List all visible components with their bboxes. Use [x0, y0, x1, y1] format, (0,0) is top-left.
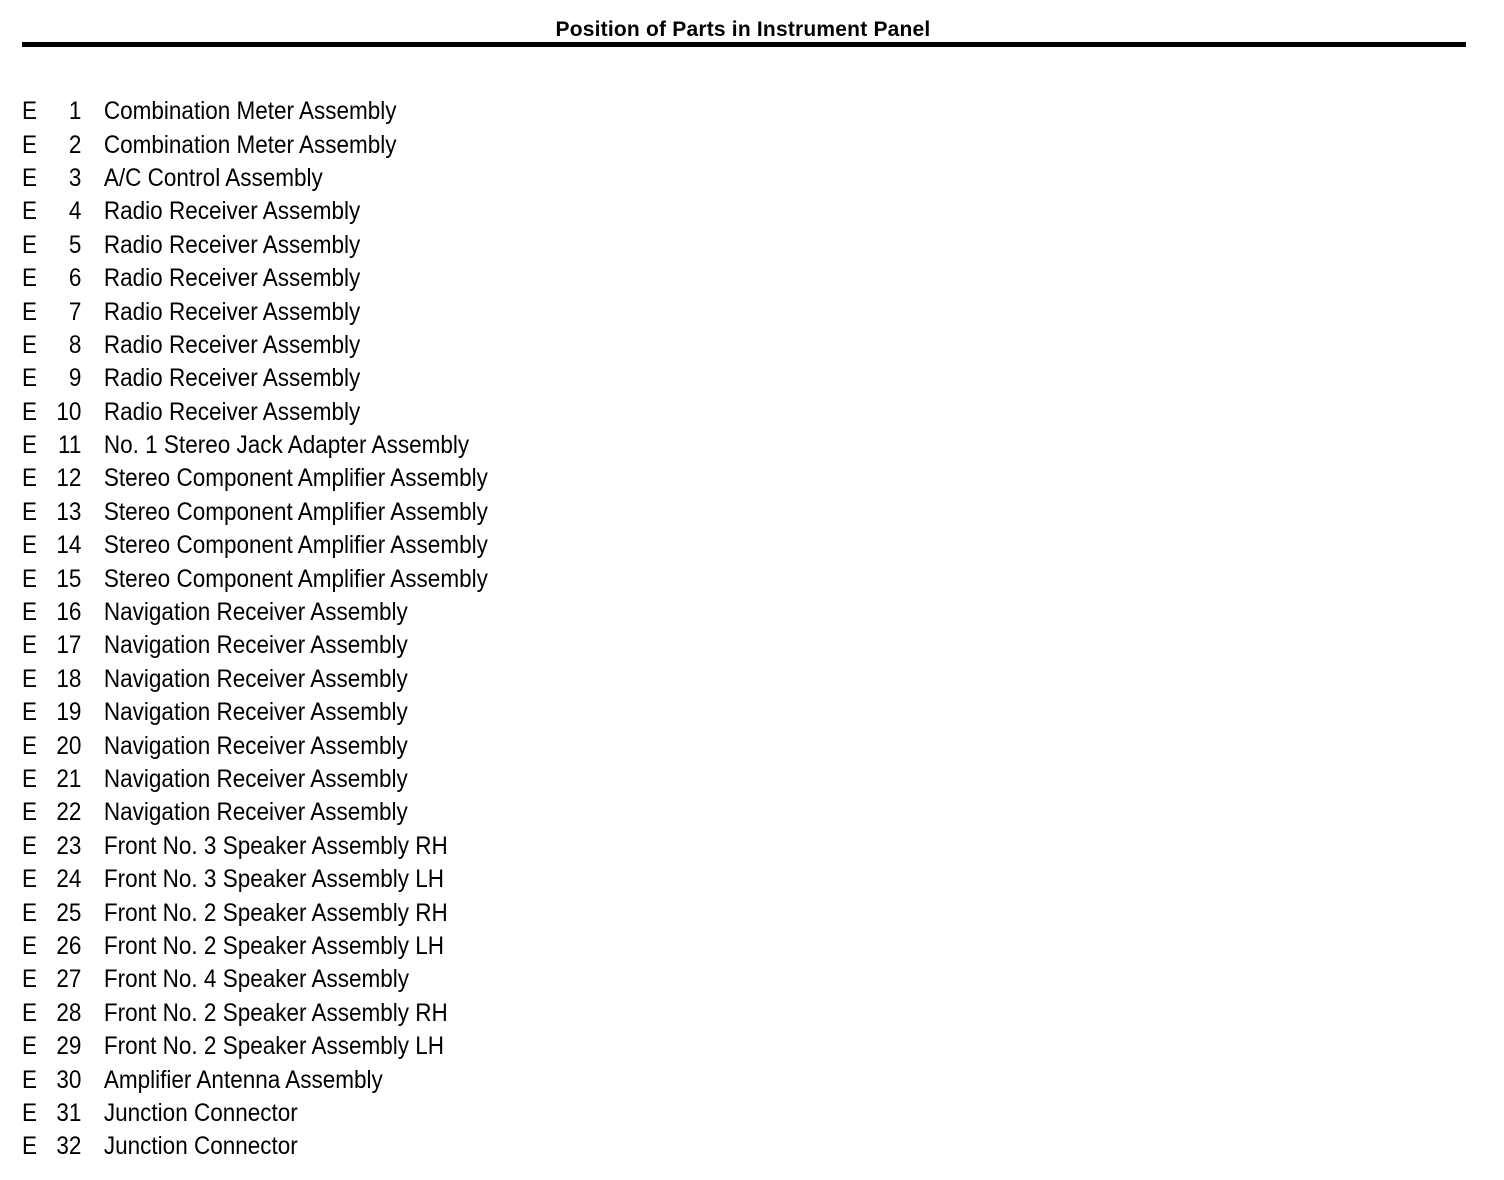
part-prefix: E	[22, 698, 38, 727]
part-number: 26	[56, 931, 82, 960]
parts-list	[22, 95, 540, 1164]
part-name: Front No. 3 Speaker Assembly RH	[103, 831, 448, 860]
part-row	[22, 763, 488, 796]
part-row	[22, 429, 488, 462]
part-prefix: E	[22, 163, 38, 192]
part-row	[22, 1030, 488, 1063]
part-prefix: E	[22, 130, 38, 159]
part-number: 23	[56, 831, 82, 860]
part-prefix: E	[22, 1065, 38, 1094]
part-number: 19	[56, 698, 82, 727]
part-row	[22, 396, 488, 429]
part-prefix: E	[22, 1132, 38, 1161]
part-prefix: E	[22, 765, 38, 793]
part-name: A/C Control Assembly	[103, 163, 323, 192]
part-name: Junction Connector	[103, 1132, 298, 1161]
part-row	[22, 1063, 488, 1096]
part-name: Navigation Receiver Assembly	[103, 798, 408, 827]
part-name: Front No. 2 Speaker Assembly RH	[103, 998, 448, 1027]
part-row	[22, 596, 488, 629]
part-row	[22, 696, 488, 729]
part-prefix: E	[22, 664, 38, 693]
part-number: 6	[68, 264, 82, 293]
part-prefix: E	[22, 965, 38, 994]
part-row	[22, 529, 488, 562]
page-title: Position of Parts in Instrument Panel	[555, 18, 931, 41]
part-number: 5	[68, 230, 82, 259]
part-number: 16	[56, 598, 82, 627]
part-name: Navigation Receiver Assembly	[103, 598, 408, 627]
part-name: Navigation Receiver Assembly	[103, 631, 408, 660]
part-name: Navigation Receiver Assembly	[103, 765, 408, 793]
part-name: Stereo Component Amplifier Assembly	[103, 497, 488, 526]
part-row	[22, 997, 488, 1030]
part-number: 2	[68, 130, 82, 159]
part-number: 31	[56, 1098, 82, 1127]
part-number: 30	[56, 1065, 82, 1094]
part-row	[22, 629, 488, 662]
part-prefix: E	[22, 264, 38, 293]
part-row	[22, 830, 488, 863]
part-prefix: E	[22, 631, 38, 660]
part-prefix: E	[22, 998, 38, 1027]
part-number: 8	[68, 330, 82, 359]
part-number: 4	[68, 197, 82, 226]
part-row	[22, 663, 488, 696]
part-name: Navigation Receiver Assembly	[103, 664, 408, 693]
part-prefix: E	[22, 1098, 38, 1127]
part-number: 9	[68, 364, 82, 393]
part-prefix: E	[22, 364, 38, 393]
part-row	[22, 95, 488, 128]
part-name: Stereo Component Amplifier Assembly	[103, 564, 488, 593]
part-number: 29	[56, 1032, 82, 1061]
part-row	[22, 863, 488, 896]
part-number: 13	[56, 497, 82, 526]
part-prefix: E	[22, 230, 38, 259]
part-prefix: E	[22, 898, 38, 927]
part-name: Navigation Receiver Assembly	[103, 731, 408, 760]
part-prefix: E	[22, 865, 38, 894]
part-row	[22, 162, 488, 195]
part-prefix: E	[22, 431, 38, 460]
part-prefix: E	[22, 297, 38, 326]
part-row	[22, 262, 488, 295]
part-number: 32	[56, 1132, 82, 1161]
part-name: Radio Receiver Assembly	[103, 297, 361, 326]
part-prefix: E	[22, 798, 38, 827]
part-prefix: E	[22, 831, 38, 860]
part-prefix: E	[22, 531, 38, 560]
part-name: No. 1 Stereo Jack Adapter Assembly	[103, 431, 470, 460]
part-row	[22, 1130, 488, 1163]
part-name: Radio Receiver Assembly	[103, 230, 361, 259]
part-row	[22, 229, 488, 262]
part-number: 10	[56, 397, 82, 426]
part-name: Front No. 4 Speaker Assembly	[103, 965, 410, 994]
part-prefix: E	[22, 497, 38, 526]
part-prefix: E	[22, 97, 38, 126]
part-number: 7	[68, 297, 82, 326]
part-row	[22, 930, 488, 963]
part-name: Radio Receiver Assembly	[103, 264, 361, 293]
part-row	[22, 896, 488, 929]
part-name: Amplifier Antenna Assembly	[103, 1065, 383, 1094]
part-number: 18	[56, 664, 82, 693]
part-name: Combination Meter Assembly	[103, 97, 397, 126]
part-row	[22, 462, 488, 495]
part-name: Front No. 3 Speaker Assembly LH	[103, 865, 445, 894]
part-name: Junction Connector	[103, 1098, 298, 1127]
part-number: 3	[68, 163, 82, 192]
part-number: 11	[58, 431, 82, 460]
part-name: Radio Receiver Assembly	[103, 397, 361, 426]
part-name: Navigation Receiver Assembly	[103, 698, 408, 727]
part-row	[22, 796, 488, 829]
part-number: 17	[56, 631, 82, 660]
part-number: 1	[68, 97, 82, 126]
part-name: Radio Receiver Assembly	[103, 330, 361, 359]
part-name: Front No. 2 Speaker Assembly LH	[103, 1032, 445, 1061]
part-name: Front No. 2 Speaker Assembly RH	[103, 898, 448, 927]
part-number: 22	[56, 798, 82, 827]
part-name: Stereo Component Amplifier Assembly	[103, 464, 488, 493]
part-number: 12	[56, 464, 82, 493]
title-divider	[22, 42, 1466, 47]
part-row	[22, 329, 488, 362]
part-name: Radio Receiver Assembly	[103, 197, 361, 226]
part-row	[22, 496, 488, 529]
part-number: 21	[56, 765, 82, 793]
part-number: 28	[56, 998, 82, 1027]
part-prefix: E	[22, 464, 38, 493]
part-row	[22, 128, 488, 161]
part-prefix: E	[22, 1032, 38, 1061]
part-number: 27	[56, 965, 82, 994]
part-number: 15	[56, 564, 82, 593]
part-row	[22, 729, 488, 762]
part-row	[22, 195, 488, 228]
part-row	[22, 1097, 488, 1130]
part-prefix: E	[22, 330, 38, 359]
part-number: 14	[56, 531, 82, 560]
part-number: 25	[56, 898, 82, 927]
part-name: Front No. 2 Speaker Assembly LH	[103, 931, 445, 960]
part-prefix: E	[22, 397, 38, 426]
part-prefix: E	[22, 731, 38, 760]
part-number: 24	[56, 865, 82, 894]
part-prefix: E	[22, 564, 38, 593]
part-row	[22, 562, 488, 595]
part-row	[22, 295, 488, 328]
part-row	[22, 963, 488, 996]
part-row	[22, 362, 488, 395]
part-prefix: E	[22, 931, 38, 960]
part-prefix: E	[22, 197, 38, 226]
part-prefix: E	[22, 598, 38, 627]
part-name: Radio Receiver Assembly	[103, 364, 361, 393]
part-name: Combination Meter Assembly	[103, 130, 397, 159]
part-name: Stereo Component Amplifier Assembly	[103, 531, 488, 560]
part-number: 20	[56, 731, 82, 760]
